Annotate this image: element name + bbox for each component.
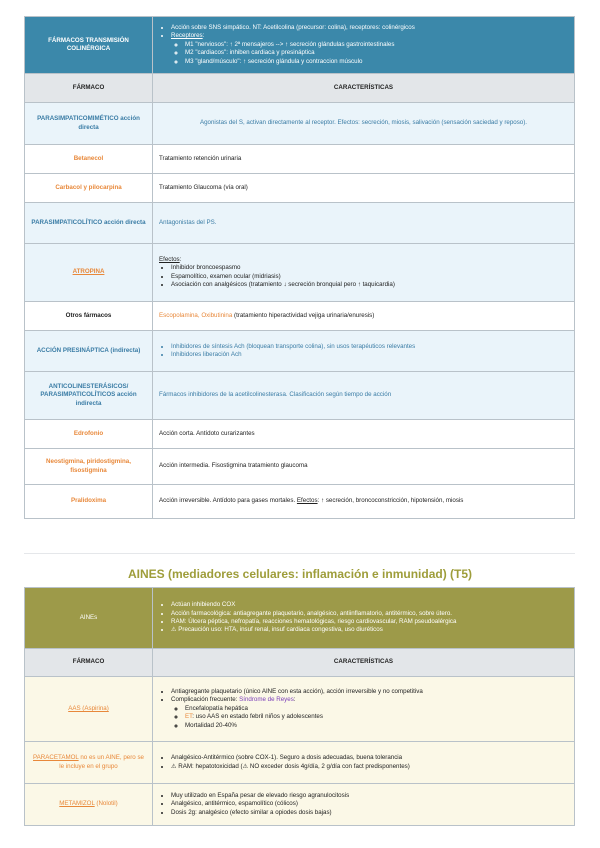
aas-bullet: • Antiagregante plaquetario (único AINE con esta acción), acción irreversible y no competitiva [171, 688, 568, 696]
section-divider [24, 553, 575, 554]
header-summary [153, 17, 575, 74]
receptores-label: Receptores [171, 32, 203, 40]
atropina-name: ATROPINA [72, 268, 105, 276]
et-text: : uso AAS en estado febril niños y adolescentes [192, 713, 323, 721]
row-label-metamizol [25, 784, 153, 826]
aines-bullet: • Actúan inhibiendo COX [171, 601, 568, 609]
m2-bullet: ◦ M2 "cardiacos": inhiben cardiaca y presináptica [185, 49, 568, 57]
paracetamol-note: no es un AINE, pero se le incluye en el grupo [59, 754, 144, 770]
row-label-carbacol: Carbacol y pilocarpina [25, 174, 153, 203]
row-text-carbacol: Tratamiento Glaucoma (vía oral) [153, 174, 575, 203]
m3-bullet: ◦ M3 "gland/músculo": ↑ secreción glándula y contraccion músculo [185, 58, 568, 66]
row-text-otros [153, 302, 575, 331]
row-label-otros: Otros fármacos [25, 302, 153, 331]
aas-bullet [171, 696, 568, 730]
aines-bullet: • RAM: Úlcera péptica, nefropatía, reacciones hematológicas, riesgo cardiovascular, RAM pseudoalérgica [171, 618, 568, 626]
row-text-neostigmina: Acción intermedia. Fisostigmina tratamiento glaucoma [153, 449, 575, 485]
et-label: ET [185, 713, 193, 721]
row-label-atropina [25, 244, 153, 302]
row-label-betanecol: Betanecol [25, 145, 153, 174]
paracetamol-bullet: • ⚠ RAM: hepatotoxicidad (⚠ NO exceder dosis 4g/día, 2 g/día con fact predisponentes) [171, 763, 568, 771]
row-label-edrofonio: Edrofonio [25, 420, 153, 449]
row-label-anticolinesterasicos: ANTICOLINESTERÁSICOS/ PARASIMPATICOLÍTICOS acción indirecta [25, 372, 153, 420]
otros-rest: (tratamiento hiperactividad vejiga urinaria/enuresis) [232, 311, 375, 319]
comma: , [197, 311, 202, 319]
header-title: AINEs [25, 588, 153, 649]
receptores-bullet: • Receptores: ◦ M1 "nerviosos": ↑ 2ª mensajeros --> ↑ secreción glándulas gastrointestinales ◦ M2 "cardiacos": inhiben cardiaca y presináptica ◦ M3 "gland/músculo": ↑ secreción glándula y contraccion músculo [171, 32, 568, 66]
atropina-bullet: • Espamolítico, examen ocular (midriasis) [171, 273, 568, 281]
paracetamol-name: PARACETAMOL [33, 754, 79, 762]
row-text-pralidoxima [153, 485, 575, 519]
efectos-label: Efectos [159, 255, 180, 263]
escopolamina: Escopolamina [159, 311, 198, 319]
row-text-aas [153, 677, 575, 742]
section-title-aines: AINES (mediadores celulares: inflamación e inmunidad) (T5) [127, 567, 473, 581]
column-header-farmaco: FÁRMACO [25, 649, 153, 677]
efectos-label: Efectos [296, 497, 318, 505]
column-header-farmaco: FÁRMACO [25, 74, 153, 103]
metamizol-bullet: • Analgésico, antitérmico, espamolítico (cólicos) [171, 800, 568, 808]
reyes-bullet: ◦ Encefalopatía hepática [185, 705, 568, 713]
m1-bullet: ◦ M1 "nerviosos": ↑ 2ª mensajeros --> ↑ secreción glándulas gastrointestinales [185, 41, 568, 49]
row-text-edrofonio: Acción corta. Antídoto curarizantes [153, 420, 575, 449]
row-text-parasimpaticolitico: Antagonistas del PS. [153, 203, 575, 244]
oxibutinina: Oxibutinina [201, 311, 233, 319]
aas-complication: Complicación frecuente: [171, 696, 240, 704]
row-text-metamizol [153, 784, 575, 826]
metamizol-brand: (Nolotil) [94, 800, 118, 808]
reyes-syndrome: Síndrome de Reyes [239, 696, 294, 704]
row-label-parasimpaticolitico: PARASIMPATICOLÍTICO acción directa [25, 203, 153, 244]
atropina-bullet: • Asociación con analgésicos (tratamiento ↓ secreción bronquial pero ↑ taquicardia) [171, 281, 568, 289]
row-label-pralidoxima: Pralidoxima [25, 485, 153, 519]
header-title: FÁRMACOS TRANSMISIÓN COLINÉRGICA [25, 17, 153, 74]
pralidoxima-text: Acción irreversible. Antídoto para gases mortales. [159, 497, 297, 505]
paracetamol-bullet: • Analgésico-Antitérmico (sobre COX-1). Seguro a dosis adecuadas, buena tolerancia [171, 754, 568, 762]
row-label-paracetamol [25, 742, 153, 784]
aines-bullet: • Acción farmacológica: antiagregante plaquetario, analgésico, antiinflamatorio, antitérmico, sobre útero. [171, 610, 568, 618]
column-header-caracteristicas: CARACTERÍSTICAS [153, 74, 575, 103]
atropina-bullet: • Inhibidor broncoespasmo [171, 264, 568, 272]
row-text-parasimpaticomimetico: Agonistas del S, activan directamente al receptor. Efectos: secreción, miosis, salivación (sensación saciedad y reposo). [153, 103, 575, 145]
row-text-presinaptica [153, 331, 575, 372]
header-summary [153, 588, 575, 649]
metamizol-bullet: • Muy utilizado en España pesar de elevado riesgo agranulocitosis [171, 792, 568, 800]
presinaptica-bullet: • Inhibidores liberación Ach [171, 351, 568, 359]
reyes-bullet: ◦ Mortalidad 20-40% [185, 722, 568, 730]
row-text-atropina: Efectos: • Inhibidor broncoespasmo • Espamolítico, examen ocular (midriasis) • Asociación con analgésicos (tratamiento ↓ secreción bronquial pero ↑ taquicardia) [153, 244, 575, 302]
row-label-parasimpaticomimetico: PARASIMPATICOMIMÉTICO acción directa [25, 103, 153, 145]
row-label-presinaptica: ACCIÓN PRESINÁPTICA (indirecta) [25, 331, 153, 372]
row-text-paracetamol [153, 742, 575, 784]
reyes-bullet [185, 713, 568, 721]
metamizol-name: METAMIZOL [59, 800, 95, 808]
row-label-aas [25, 677, 153, 742]
row-text-anticolinesterasicos: Fármacos inhibidores de la acetilcolinesterasa. Clasificación según tiempo de acción [153, 372, 575, 420]
aines-table [24, 587, 575, 826]
presinaptica-bullet: • Inhibidores de síntesis Ach (bloquean transporte colina), sin usos terapéuticos relevantes [171, 343, 568, 351]
pralidoxima-effects: : ↑ secreción, broncoconstricción, hipotensión, miosis [317, 497, 464, 505]
summary-bullet: • Acción sobre SNS simpático. NT: Acetilcolina (precursor: colina), receptores: colinérgicos [171, 24, 568, 32]
row-text-betanecol: Tratamiento retención urinaria [153, 145, 575, 174]
row-label-neostigmina: Neostigmina, piridostigmina, fisostigmina [25, 449, 153, 485]
cholinergic-table [24, 16, 575, 519]
aines-bullet: • ⚠ Precaución uso: HTA, insuf renal, insuf cardiaca congestiva, uso diuréticos [171, 626, 568, 634]
column-header-caracteristicas: CARACTERÍSTICAS [153, 649, 575, 677]
aas-name: AAS (Aspirina) [68, 704, 109, 712]
metamizol-bullet: • Dosis 2g: analgésico (efecto similar a opiodes dosis bajas) [171, 809, 568, 817]
colon: : [293, 696, 296, 704]
